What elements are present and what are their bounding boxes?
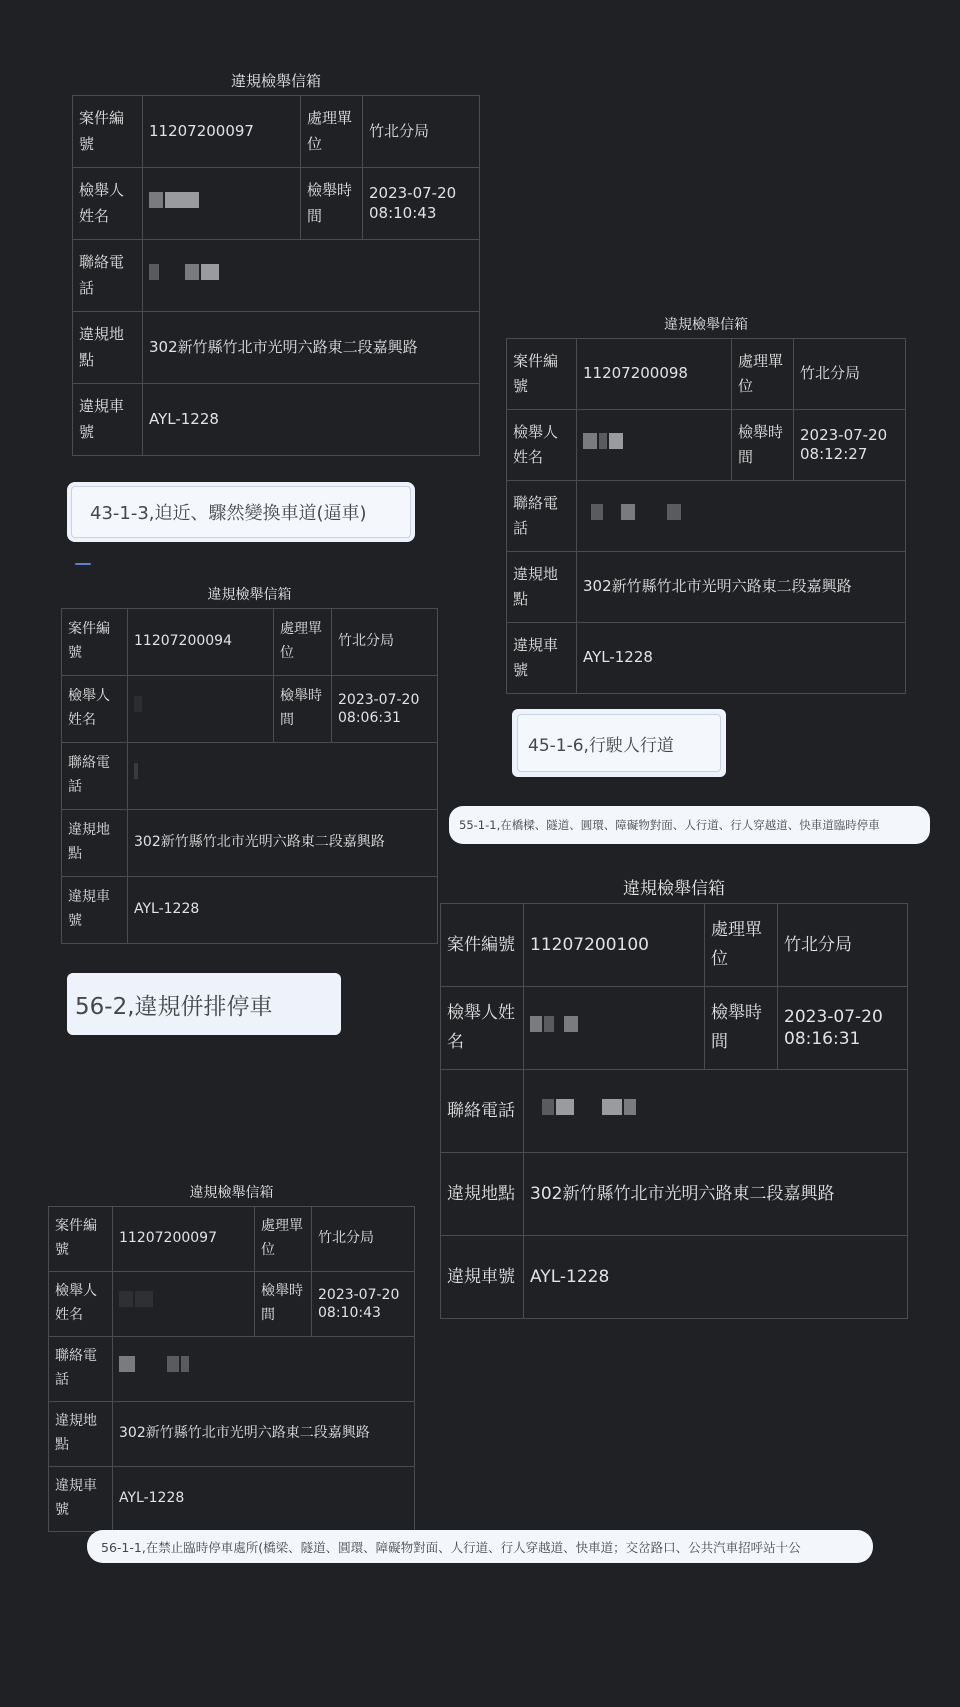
- label-phone: 聯絡電話: [62, 743, 128, 810]
- report-date: 2023-07-20: [784, 1006, 883, 1027]
- report-date: 2023-07-20: [369, 184, 457, 202]
- label-report-time: 檢舉時間: [255, 1272, 312, 1337]
- violation-label-1: [67, 482, 415, 542]
- report-card-3: [61, 584, 438, 944]
- label-location: 違規地點: [49, 1402, 113, 1467]
- label-reporter: 檢舉人姓名: [49, 1272, 113, 1337]
- location-value: 302新竹縣竹北市光明六路東二段嘉興路: [524, 1153, 908, 1236]
- card-title: 違規檢舉信箱: [230, 72, 321, 90]
- report-card-1: [72, 70, 480, 456]
- reporter-redacted: [524, 987, 705, 1070]
- report-table: [61, 608, 438, 944]
- phone-redacted: [113, 1337, 415, 1402]
- label-unit: 處理單位: [255, 1207, 312, 1272]
- label-phone: 聯絡電話: [441, 1070, 524, 1153]
- label-case-no: 案件編號: [507, 339, 577, 410]
- label-case-no: 案件編號: [73, 96, 143, 168]
- card-title: 違規檢舉信箱: [664, 317, 748, 333]
- violation-text: 43-1-3,迫近、驟然變換車道(逼車): [90, 503, 367, 524]
- report-date: 2023-07-20: [318, 1286, 400, 1303]
- report-table: [440, 903, 908, 1319]
- unit-value: 竹北分局: [778, 904, 908, 987]
- divider-mark: [75, 563, 91, 565]
- phone-redacted: [577, 481, 906, 552]
- location-value: 302新竹縣竹北市光明六路東二段嘉興路: [577, 552, 906, 623]
- label-phone: 聯絡電話: [49, 1337, 113, 1402]
- label-plate: 違規車號: [49, 1467, 113, 1532]
- report-time-value: [778, 987, 908, 1070]
- report-clock: 08:16:31: [784, 1029, 861, 1049]
- reporter-redacted: [143, 168, 301, 240]
- violation-label-5: [87, 1530, 873, 1563]
- report-clock: 08:10:43: [369, 203, 437, 222]
- violation-text: 55-1-1,在橋樑、隧道、圓環、障礙物對面、人行道、行人穿越道、快車道臨時停車: [459, 818, 880, 832]
- phone-redacted: [524, 1070, 908, 1153]
- card-title: 違規檢舉信箱: [207, 587, 292, 603]
- label-reporter: 檢舉人姓名: [507, 410, 577, 481]
- unit-value: 竹北分局: [794, 339, 906, 410]
- reporter-redacted: [128, 676, 274, 743]
- label-report-time: 檢舉時間: [274, 676, 332, 743]
- phone-redacted: [143, 240, 480, 312]
- unit-value: 竹北分局: [332, 609, 438, 676]
- report-time-value: [312, 1272, 415, 1337]
- report-time-value: [332, 676, 438, 743]
- label-report-time: 檢舉時間: [705, 987, 778, 1070]
- location-value: 302新竹縣竹北市光明六路東二段嘉興路: [128, 810, 438, 877]
- reporter-redacted: [577, 410, 732, 481]
- report-clock: 08:12:27: [800, 445, 868, 463]
- label-location: 違規地點: [441, 1153, 524, 1236]
- label-reporter: 檢舉人姓名: [441, 987, 524, 1070]
- report-table: [48, 1206, 415, 1532]
- label-case-no: 案件編號: [62, 609, 128, 676]
- label-plate: 違規車號: [62, 877, 128, 944]
- label-location: 違規地點: [507, 552, 577, 623]
- report-card-4: [440, 874, 908, 1319]
- label-phone: 聯絡電話: [507, 481, 577, 552]
- violation-label-2: [512, 709, 726, 777]
- label-report-time: 檢舉時間: [732, 410, 794, 481]
- card-title: 違規檢舉信箱: [189, 1185, 274, 1201]
- case-no-value: 11207200098: [577, 339, 732, 410]
- label-unit: 處理單位: [732, 339, 794, 410]
- label-location: 違規地點: [62, 810, 128, 877]
- plate-value: AYL-1228: [143, 384, 480, 456]
- phone-redacted: [128, 743, 438, 810]
- label-unit: 處理單位: [705, 904, 778, 987]
- report-time-value: [363, 168, 480, 240]
- label-case-no: 案件編號: [441, 904, 524, 987]
- case-no-value: 11207200094: [128, 609, 274, 676]
- report-clock: 08:06:31: [338, 710, 401, 726]
- label-reporter: 檢舉人姓名: [62, 676, 128, 743]
- label-case-no: 案件編號: [49, 1207, 113, 1272]
- report-card-5: [48, 1182, 415, 1532]
- location-value: 302新竹縣竹北市光明六路東二段嘉興路: [113, 1402, 415, 1467]
- label-plate: 違規車號: [441, 1236, 524, 1319]
- report-table: [72, 95, 480, 456]
- report-date: 2023-07-20: [800, 425, 888, 444]
- label-unit: 處理單位: [301, 96, 363, 168]
- label-plate: 違規車號: [73, 384, 143, 456]
- plate-value: AYL-1228: [128, 877, 438, 944]
- label-reporter: 檢舉人姓名: [73, 168, 143, 240]
- plate-value: AYL-1228: [113, 1467, 415, 1532]
- report-time-value: [794, 410, 906, 481]
- report-date: 2023-07-20: [338, 691, 420, 708]
- label-location: 違規地點: [73, 312, 143, 384]
- label-unit: 處理單位: [274, 609, 332, 676]
- report-table: [506, 338, 906, 694]
- unit-value: 竹北分局: [312, 1207, 415, 1272]
- report-clock: 08:10:43: [318, 1305, 381, 1321]
- plate-value: AYL-1228: [524, 1236, 908, 1319]
- case-no-value: 11207200097: [113, 1207, 255, 1272]
- unit-value: 竹北分局: [363, 96, 480, 168]
- location-value: 302新竹縣竹北市光明六路東二段嘉興路: [143, 312, 480, 384]
- report-card-2: [506, 314, 906, 694]
- violation-label-3: [449, 806, 930, 844]
- violation-text: 45-1-6,行駛人行道: [528, 735, 674, 756]
- violation-text: 56-2,違規併排停車: [75, 993, 273, 1020]
- label-report-time: 檢舉時間: [301, 168, 363, 240]
- case-no-value: 11207200100: [524, 904, 705, 987]
- case-no-value: 11207200097: [143, 96, 301, 168]
- plate-value: AYL-1228: [577, 623, 906, 694]
- violation-label-4: [67, 973, 341, 1035]
- label-plate: 違規車號: [507, 623, 577, 694]
- card-title: 違規檢舉信箱: [623, 879, 725, 899]
- label-phone: 聯絡電話: [73, 240, 143, 312]
- reporter-redacted: [113, 1272, 255, 1337]
- violation-text: 56-1-1,在禁止臨時停車處所(橋梁、隧道、圓環、障礙物對面、人行道、行人穿越道、快車道；交岔路口、公共汽車招呼站十公: [101, 1539, 801, 1555]
